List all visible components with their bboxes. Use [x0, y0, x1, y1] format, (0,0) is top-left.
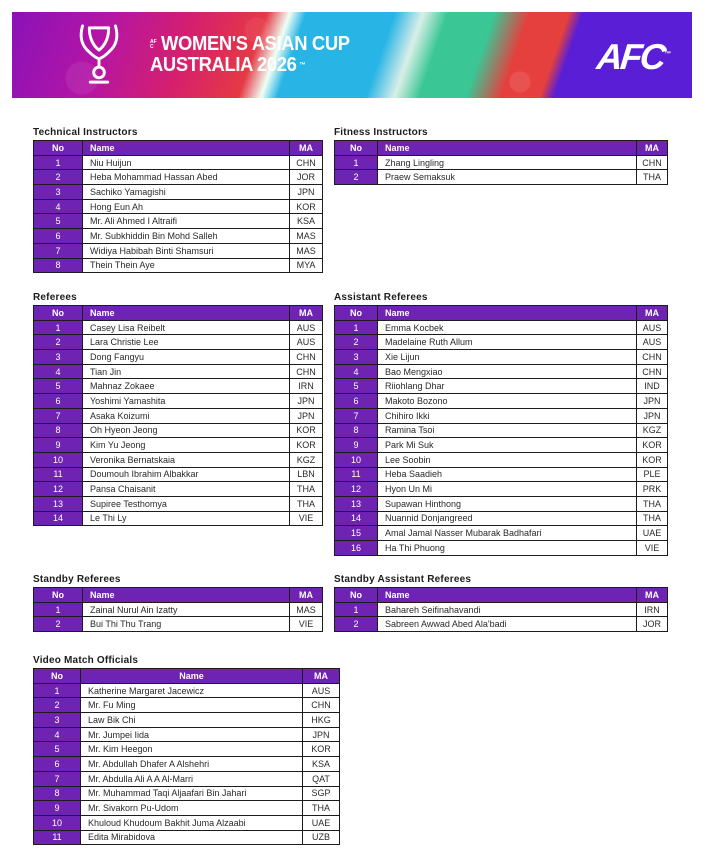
column-header-no: No [335, 306, 378, 321]
cell-name: Mr. Jumpei Iida [81, 727, 303, 742]
section-title: Referees [33, 292, 77, 303]
cell-ma: JPN [637, 394, 668, 409]
cell-no: 4 [34, 727, 81, 742]
cell-name: Mr. Subkhiddin Bin Mohd Salleh [83, 229, 290, 244]
cell-no: 7 [34, 408, 83, 423]
table-row [335, 155, 668, 170]
afc-logo [594, 36, 672, 78]
section-fitness-instructors [334, 127, 668, 185]
cell-no: 16 [335, 541, 378, 556]
cell-ma: AUS [637, 320, 668, 335]
cell-no: 1 [34, 683, 81, 698]
table-row [34, 423, 323, 438]
cell-ma: JPN [637, 408, 668, 423]
cell-name: Xie Lijun [378, 350, 637, 365]
cell-ma: PRK [637, 482, 668, 497]
cell-no: 9 [335, 438, 378, 453]
cell-ma: KGZ [637, 423, 668, 438]
column-header-ma: MA [290, 588, 323, 603]
afc-logo-trademark: ™ [662, 51, 671, 58]
cell-ma: PLE [637, 467, 668, 482]
cell-no: 11 [34, 467, 83, 482]
column-header-name: Name [81, 669, 303, 684]
table-row [335, 335, 668, 350]
cell-no: 6 [34, 394, 83, 409]
section-assistant-referees [334, 292, 668, 556]
cell-name: Hong Eun Ah [83, 199, 290, 214]
cell-ma: AUS [290, 335, 323, 350]
cell-name: Madelaine Ruth Allum [378, 335, 637, 350]
cell-ma: KGZ [290, 452, 323, 467]
cell-name: Tian Jin [83, 364, 290, 379]
cell-no: 7 [34, 243, 83, 258]
column-header-name: Name [378, 306, 637, 321]
cell-ma: KOR [637, 452, 668, 467]
officials-table [33, 305, 323, 526]
table-row [34, 482, 323, 497]
header-row [34, 588, 323, 603]
table-row [34, 801, 340, 816]
cell-name: Oh Hyeon Jeong [83, 423, 290, 438]
cell-no: 9 [34, 438, 83, 453]
cell-ma: QAT [303, 771, 340, 786]
cell-ma: VIE [637, 541, 668, 556]
cell-name: Supiree Testhomya [83, 496, 290, 511]
table-row [34, 350, 323, 365]
table-row [335, 320, 668, 335]
table-row [335, 423, 668, 438]
table-row [335, 496, 668, 511]
cell-ma: HKG [303, 713, 340, 728]
cell-ma: AUS [637, 335, 668, 350]
cell-no: 1 [335, 155, 378, 170]
cell-name: Heba Mohammad Hassan Abed [83, 170, 290, 185]
cell-no: 1 [34, 320, 83, 335]
cell-name: Bui Thi Thu Trang [83, 617, 290, 632]
cell-name: Mahnaz Zokaee [83, 379, 290, 394]
cell-name: Mr. Abdulla Ali A A Al-Marri [81, 771, 303, 786]
cell-no: 6 [34, 229, 83, 244]
table-row [34, 698, 340, 713]
table-row [34, 199, 323, 214]
column-header-name: Name [378, 588, 637, 603]
table-row [34, 258, 323, 273]
table-row [34, 185, 323, 200]
cell-no: 13 [34, 496, 83, 511]
cell-name: Nuannid Donjangreed [378, 511, 637, 526]
section-technical-instructors [33, 127, 323, 273]
cell-no: 2 [34, 698, 81, 713]
cell-name: Mr. Kim Heegon [81, 742, 303, 757]
cell-name: Mr. Muhammad Taqi Aljaafari Bin Jahari [81, 786, 303, 801]
cell-name: Thein Thein Aye [83, 258, 290, 273]
header-row [34, 141, 323, 156]
cell-no: 7 [34, 771, 81, 786]
column-header-ma: MA [637, 588, 668, 603]
cell-no: 8 [335, 423, 378, 438]
table-row [335, 364, 668, 379]
cell-ma: KOR [290, 199, 323, 214]
cell-no: 5 [34, 214, 83, 229]
table-row [34, 170, 323, 185]
cell-name: Heba Saadieh [378, 467, 637, 482]
officials-table [334, 140, 668, 185]
table-row [335, 511, 668, 526]
cell-name: Chihiro Ikki [378, 408, 637, 423]
cell-no: 14 [34, 511, 83, 526]
cell-name: Widiya Habibah Binti Shamsuri [83, 243, 290, 258]
cell-ma: UAE [637, 526, 668, 541]
column-header-no: No [34, 141, 83, 156]
table-row [34, 379, 323, 394]
section-video-match-officials [33, 655, 340, 845]
cell-no: 15 [335, 526, 378, 541]
table-row [34, 742, 340, 757]
table-row [34, 727, 340, 742]
competition-name: WOMEN'S ASIAN CUP [161, 33, 350, 55]
cell-no: 2 [335, 170, 378, 185]
standby-referees-table [33, 587, 323, 632]
cell-name: Hyon Un Mi [378, 482, 637, 497]
technical-instructors-table [33, 140, 323, 273]
cell-ma: JPN [290, 185, 323, 200]
cell-ma: SGP [303, 786, 340, 801]
column-header-no: No [34, 669, 81, 684]
table-row [335, 602, 668, 617]
banner-title-line2: AUSTRALIA 2026 ™ [150, 54, 306, 76]
section-title: Technical Instructors [33, 127, 138, 138]
cell-name: Yoshimi Yamashita [83, 394, 290, 409]
banner-title [150, 34, 367, 76]
cell-name: Ha Thi Phuong [378, 541, 637, 556]
cell-no: 11 [335, 467, 378, 482]
cell-no: 13 [335, 496, 378, 511]
cell-name: Zainal Nurul Ain Izatty [83, 602, 290, 617]
column-header-ma: MA [290, 306, 323, 321]
cell-no: 2 [34, 617, 83, 632]
cell-no: 1 [34, 155, 83, 170]
cell-no: 14 [335, 511, 378, 526]
cell-no: 1 [335, 602, 378, 617]
section-standby-assistant-referees [334, 574, 668, 632]
cell-no: 1 [34, 602, 83, 617]
cell-ma: JOR [637, 617, 668, 632]
banner [12, 12, 692, 98]
cell-no: 3 [34, 350, 83, 365]
cell-name: Mr. Abdullah Dhafer A Alshehri [81, 757, 303, 772]
referees-table [33, 305, 323, 526]
cell-ma: KOR [637, 438, 668, 453]
column-header-name: Name [83, 306, 290, 321]
table-row [335, 408, 668, 423]
cell-no: 5 [34, 742, 81, 757]
officials-table [334, 305, 668, 556]
cell-ma: THA [637, 511, 668, 526]
column-header-ma: MA [303, 669, 340, 684]
table-row [34, 830, 340, 845]
cell-no: 2 [335, 617, 378, 632]
table-row [34, 438, 323, 453]
header-row [335, 588, 668, 603]
cell-name: Sachiko Yamagishi [83, 185, 290, 200]
table-row [34, 815, 340, 830]
cell-no: 5 [335, 379, 378, 394]
table-row [34, 617, 323, 632]
cell-no: 10 [335, 452, 378, 467]
cell-name: Katherine Margaret Jacewicz [81, 683, 303, 698]
cell-no: 3 [335, 350, 378, 365]
column-header-name: Name [83, 141, 290, 156]
cell-ma: CHN [303, 698, 340, 713]
cell-ma: CHN [290, 155, 323, 170]
section-title: Fitness Instructors [334, 127, 428, 138]
cell-name: Makoto Bozono [378, 394, 637, 409]
cell-no: 11 [34, 830, 81, 845]
table-row [335, 482, 668, 497]
cell-no: 12 [34, 482, 83, 497]
cell-ma: VIE [290, 511, 323, 526]
cell-name: Khuloud Khudoum Bakhit Juma Alzaabi [81, 815, 303, 830]
host-year: AUSTRALIA 2026 [150, 54, 297, 76]
table-row [335, 526, 668, 541]
cell-ma: JPN [290, 408, 323, 423]
cell-no: 8 [34, 258, 83, 273]
cell-no: 10 [34, 452, 83, 467]
cell-no: 8 [34, 423, 83, 438]
cell-no: 1 [335, 320, 378, 335]
cell-name: Niu Huijun [83, 155, 290, 170]
cell-ma: MAS [290, 243, 323, 258]
column-header-ma: MA [637, 306, 668, 321]
assistant-referees-table [334, 305, 668, 556]
cell-ma: KSA [303, 757, 340, 772]
column-header-no: No [335, 141, 378, 156]
table-row [34, 335, 323, 350]
cell-ma: UZB [303, 830, 340, 845]
cell-ma: THA [303, 801, 340, 816]
cell-no: 2 [34, 170, 83, 185]
header-row [34, 669, 340, 684]
table-row [34, 757, 340, 772]
table-row [335, 379, 668, 394]
cell-name: Sabreen Awwad Abed Ala'badi [378, 617, 637, 632]
cell-no: 8 [34, 786, 81, 801]
cell-ma: MAS [290, 602, 323, 617]
afc-small-prefix: AFC [150, 38, 157, 50]
table-row [34, 364, 323, 379]
cell-ma: IRN [290, 379, 323, 394]
cell-no: 10 [34, 815, 81, 830]
cell-ma: CHN [290, 350, 323, 365]
cell-ma: MAS [290, 229, 323, 244]
cell-ma: THA [290, 482, 323, 497]
cell-name: Lara Christie Lee [83, 335, 290, 350]
afc-logo-text: AFC [594, 36, 666, 77]
table-row [34, 771, 340, 786]
section-title: Video Match Officials [33, 655, 139, 666]
table-row [34, 511, 323, 526]
table-row [34, 320, 323, 335]
officials-table [334, 587, 668, 632]
trophy-logo-icon [68, 22, 130, 88]
cell-name: Park Mi Suk [378, 438, 637, 453]
officials-table [33, 668, 340, 845]
cell-no: 7 [335, 408, 378, 423]
table-row [34, 394, 323, 409]
section-standby-referees [33, 574, 323, 632]
cell-name: Ramina Tsoi [378, 423, 637, 438]
standby-assistant-referees-table [334, 587, 668, 632]
table-row [34, 786, 340, 801]
cell-ma: VIE [290, 617, 323, 632]
table-row [335, 452, 668, 467]
cell-no: 6 [34, 757, 81, 772]
cell-no: 9 [34, 801, 81, 816]
cell-name: Kim Yu Jeong [83, 438, 290, 453]
cell-ma: KSA [290, 214, 323, 229]
cell-name: Dong Fangyu [83, 350, 290, 365]
cell-no: 4 [34, 364, 83, 379]
cell-no: 2 [335, 335, 378, 350]
cell-ma: CHN [637, 364, 668, 379]
officials-table [33, 587, 323, 632]
cell-name: Doumouh Ibrahim Albakkar [83, 467, 290, 482]
table-row [335, 438, 668, 453]
cell-ma: UAE [303, 815, 340, 830]
table-row [34, 155, 323, 170]
table-row [335, 350, 668, 365]
cell-ma: KOR [290, 438, 323, 453]
officials-table [33, 140, 323, 273]
column-header-no: No [335, 588, 378, 603]
table-row [335, 394, 668, 409]
section-title: Assistant Referees [334, 292, 428, 303]
cell-ma: THA [637, 496, 668, 511]
section-referees [33, 292, 323, 526]
cell-name: Praew Semaksuk [378, 170, 637, 185]
table-row [34, 214, 323, 229]
cell-ma: CHN [290, 364, 323, 379]
cell-no: 2 [34, 335, 83, 350]
cell-ma: CHN [637, 155, 668, 170]
cell-ma: AUS [303, 683, 340, 698]
header-row [335, 141, 668, 156]
table-row [335, 541, 668, 556]
cell-name: Amal Jamal Nasser Mubarak Badhafari [378, 526, 637, 541]
cell-ma: JPN [290, 394, 323, 409]
cell-ma: CHN [637, 350, 668, 365]
cell-name: Mr. Ali Ahmed I Altraifi [83, 214, 290, 229]
header-row [335, 306, 668, 321]
cell-no: 3 [34, 713, 81, 728]
cell-name: Edita Mirabidova [81, 830, 303, 845]
table-row [34, 229, 323, 244]
table-row [34, 467, 323, 482]
cell-ma: LBN [290, 467, 323, 482]
cell-ma: JPN [303, 727, 340, 742]
column-header-no: No [34, 588, 83, 603]
cell-name: Asaka Koizumi [83, 408, 290, 423]
cell-name: Mr. Sivakorn Pu-Udom [81, 801, 303, 816]
cell-ma: MYA [290, 258, 323, 273]
section-title: Standby Referees [33, 574, 121, 585]
cell-name: Law Bik Chi [81, 713, 303, 728]
table-row [34, 452, 323, 467]
cell-name: Casey Lisa Reibelt [83, 320, 290, 335]
table-row [335, 170, 668, 185]
table-row [335, 617, 668, 632]
table-row [34, 243, 323, 258]
cell-no: 3 [34, 185, 83, 200]
cell-no: 6 [335, 394, 378, 409]
cell-no: 4 [34, 199, 83, 214]
cell-name: Emma Kocbek [378, 320, 637, 335]
table-row [34, 408, 323, 423]
cell-name: Supawan Hinthong [378, 496, 637, 511]
table-row [34, 496, 323, 511]
column-header-ma: MA [637, 141, 668, 156]
cell-no: 4 [335, 364, 378, 379]
cell-name: Zhang Lingling [378, 155, 637, 170]
cell-ma: KOR [303, 742, 340, 757]
cell-name: Bahareh Seifinahavandi [378, 602, 637, 617]
cell-no: 5 [34, 379, 83, 394]
table-row [34, 683, 340, 698]
cell-ma: JOR [290, 170, 323, 185]
cell-ma: THA [290, 496, 323, 511]
table-row [335, 467, 668, 482]
video-match-officials-table [33, 668, 340, 845]
cell-name: Mr. Fu Ming [81, 698, 303, 713]
section-title: Standby Assistant Referees [334, 574, 472, 585]
cell-no: 12 [335, 482, 378, 497]
cell-name: Bao Mengxiao [378, 364, 637, 379]
cell-ma: KOR [290, 423, 323, 438]
column-header-name: Name [378, 141, 637, 156]
cell-name: Pansa Chaisanit [83, 482, 290, 497]
cell-name: Lee Soobin [378, 452, 637, 467]
table-row [34, 713, 340, 728]
table-row [34, 602, 323, 617]
column-header-no: No [34, 306, 83, 321]
cell-name: Le Thi Ly [83, 511, 290, 526]
column-header-name: Name [83, 588, 290, 603]
cell-ma: THA [637, 170, 668, 185]
column-header-ma: MA [290, 141, 323, 156]
cell-ma: IRN [637, 602, 668, 617]
header-row [34, 306, 323, 321]
cell-ma: AUS [290, 320, 323, 335]
cell-ma: IND [637, 379, 668, 394]
cell-name: Veronika Bernatskaia [83, 452, 290, 467]
cell-name: Riiohlang Dhar [378, 379, 637, 394]
banner-title-line1 [150, 34, 350, 55]
fitness-instructors-table [334, 140, 668, 185]
